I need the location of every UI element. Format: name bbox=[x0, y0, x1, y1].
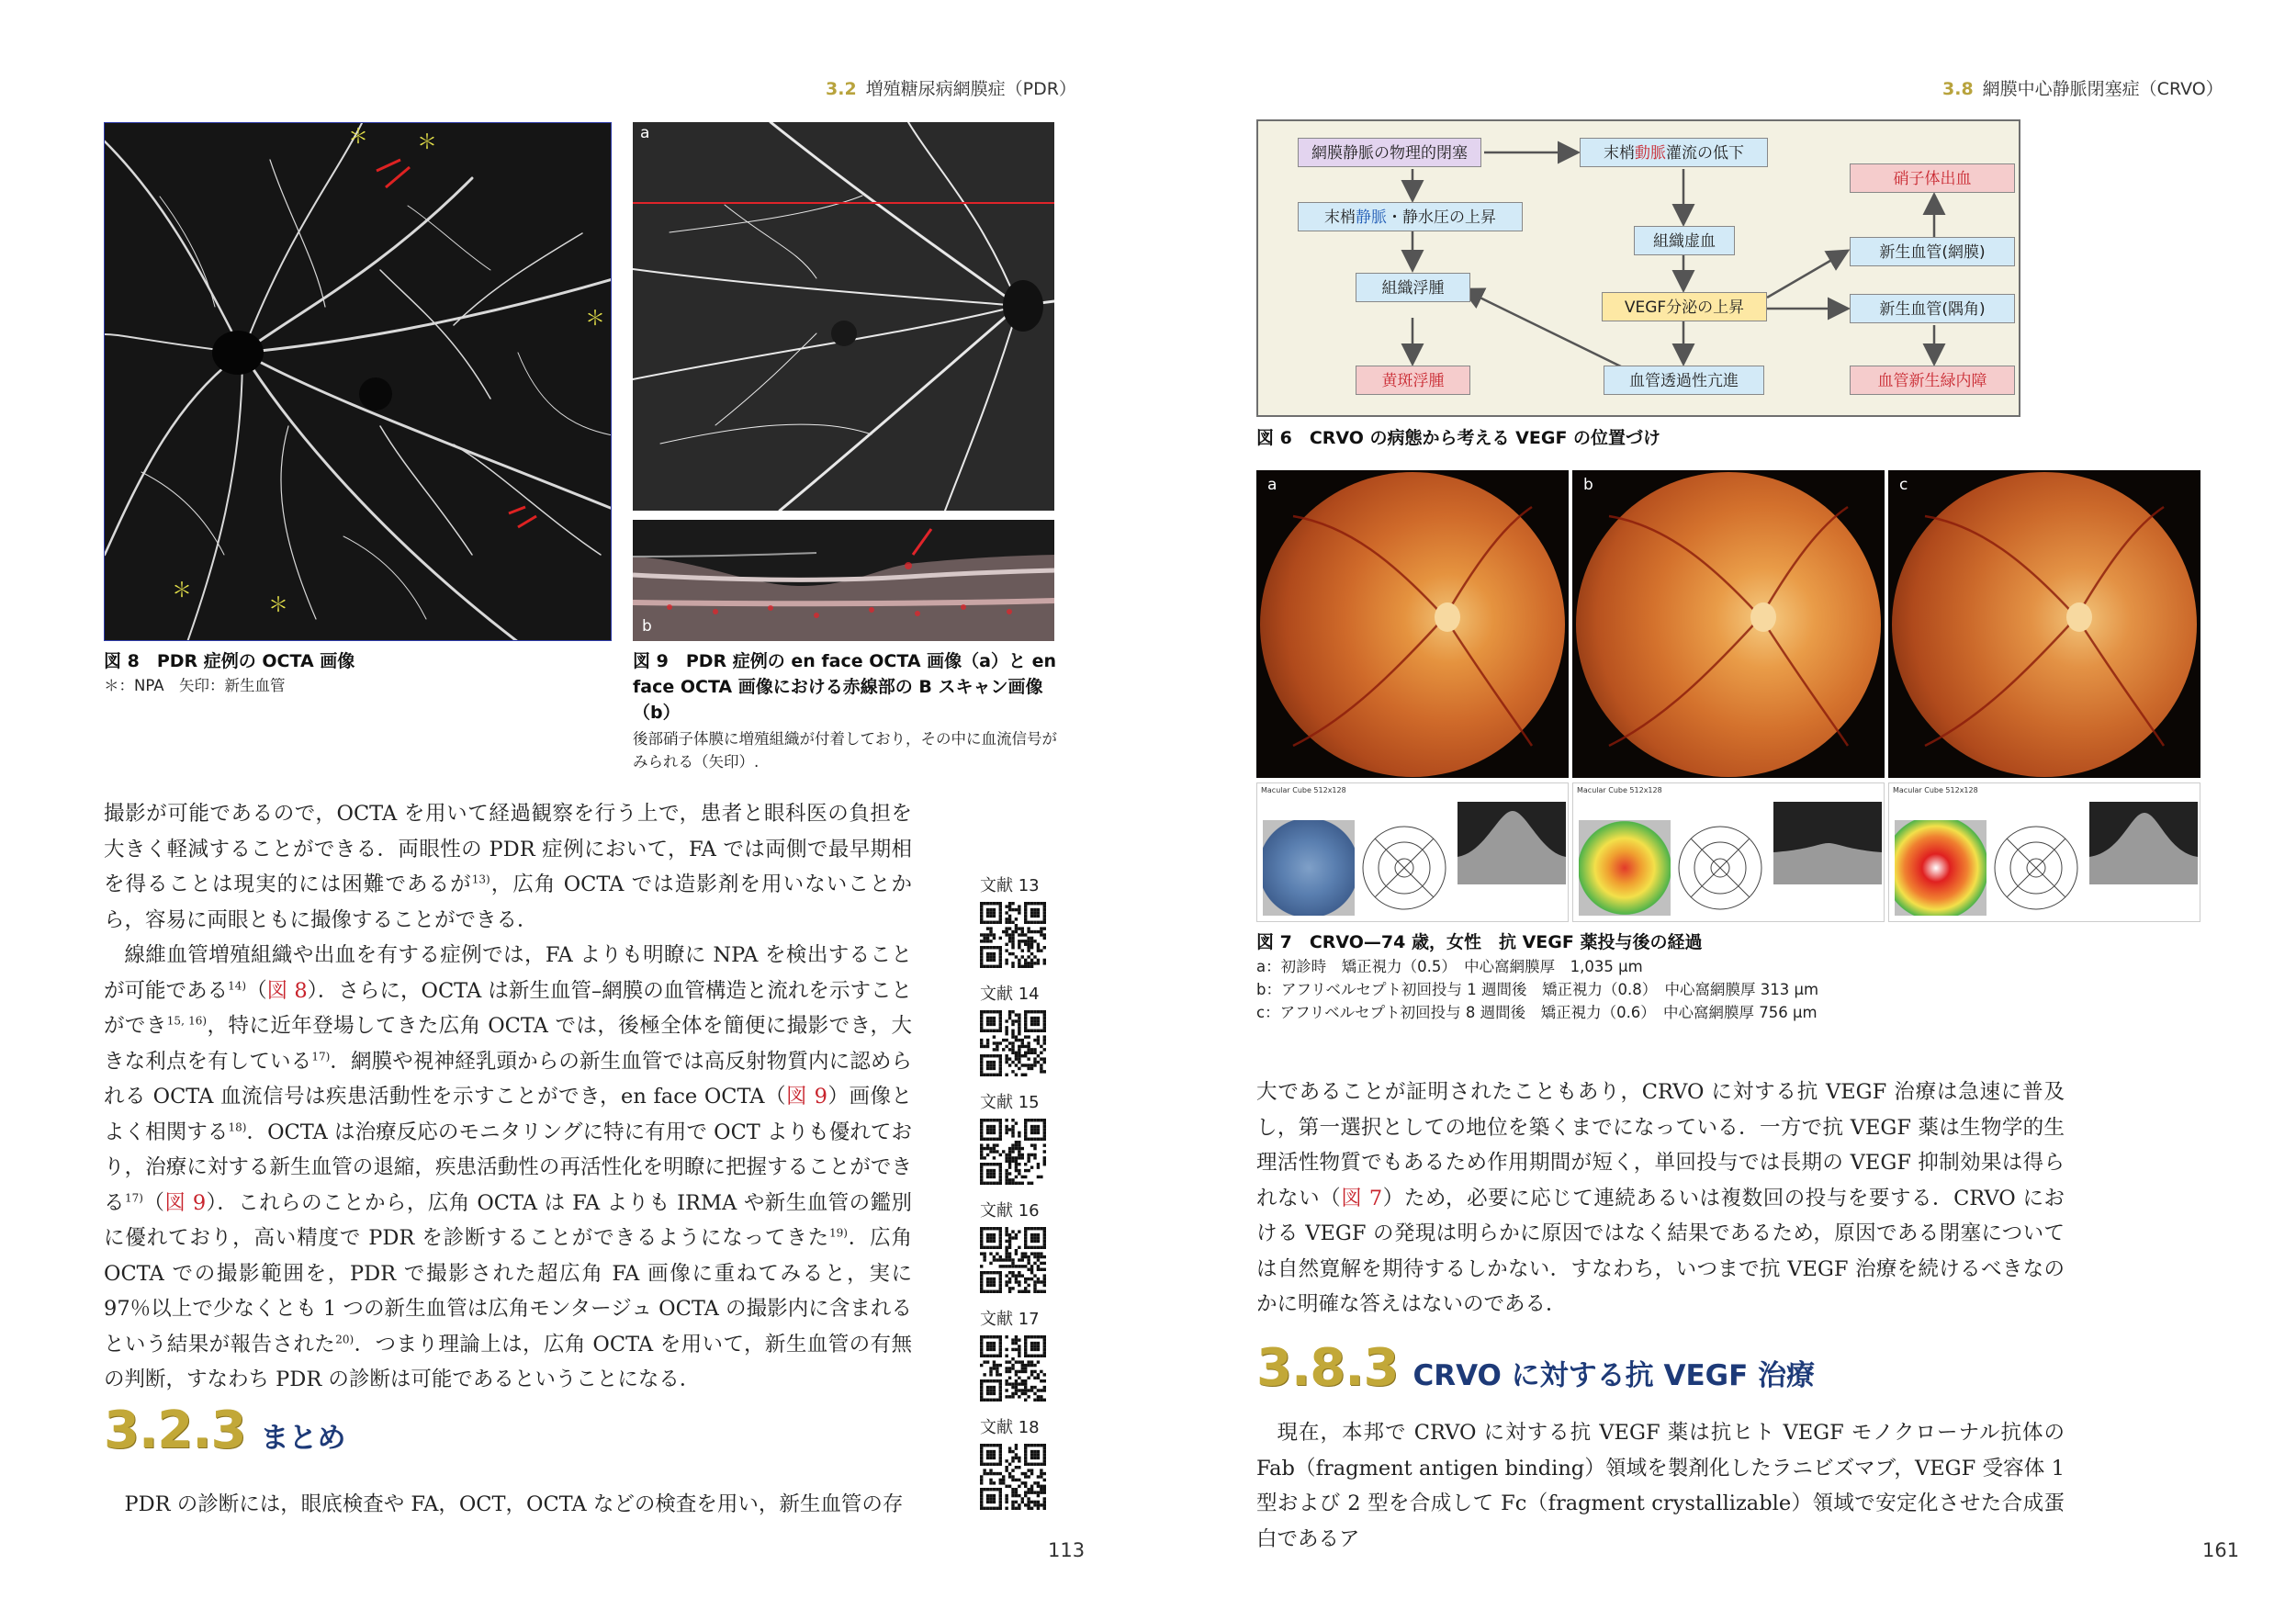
figure9-caption bbox=[633, 648, 1057, 773]
report-b-bscan bbox=[1773, 802, 1882, 884]
report-b-etdrs-grid bbox=[1674, 822, 1766, 914]
report-b-bscan-curve bbox=[1773, 802, 1882, 884]
figure7a-fundus-photo bbox=[1256, 470, 1569, 778]
box-arterial-text-2: 動脈 bbox=[1635, 144, 1666, 163]
left-section-number: 3.2.3 bbox=[104, 1401, 246, 1460]
figure9a-en-face-image bbox=[633, 122, 1054, 511]
npa-marker: ＊ bbox=[172, 580, 193, 602]
left-paragraph-2: 線維血管増殖組織や出血を有する症例では，FA よりも明瞭に NPA を検出することが可能である$^{14)}$（図 8）．さらに，OCTA は新生血管–網膜の血管構造と流れを示すことができ$^{15, 16)}$，特に近年登場してきた広角 OCTA では，後極全体を簡便に撮影でき，大きな利点を有している$^{17)}$．網膜や視神経乳頭からの新生血管では高反射物質内に認められる OCTA 血流信号は疾患活動性を示すことができ，en face OCTA（図 9）画像とよく相関する$^{18)}$．OCTA は治療反応のモニタリングに特に有用で OCT よりも優れており，治療に対する新生血管の退縮，疾患活動性の再活性化を明瞭に把握することができる$^{17)}$（図 9）．これらのことから，広角 OCTA は FA よりも IRMA や新生血管の鑑別に優れており，高い精度で PDR を診断することができるようになってきた$^{19)}$．広角 OCTA での撮影範囲を，PDR で撮影された超広角 FA 画像に重ねてみると，実に 97％以上で少なくとも 1 つの新生血管は広角モンタージュ OCTA の撮影内に含まれるという結果が報告された$^{20)}$．つまり理論上は，広角 OCTA を用いて，新生血管の有無の判断，すなわち PDR の診断は可能であるということになる． bbox=[104, 943, 912, 1391]
figure7-line-a: a：初診時 矯正視力（0.5） 中心窩網膜厚 1,035 μm bbox=[1256, 958, 1643, 975]
box-macular-edema: 黄斑浮腫 bbox=[1356, 366, 1470, 395]
reference-qr-item[interactable] bbox=[980, 1306, 1063, 1401]
figure8-note: ＊：NPA 矢印：新生血管 bbox=[104, 677, 286, 694]
figure-reference-link[interactable]: 図 9 bbox=[786, 1085, 827, 1109]
figure8-caption bbox=[104, 648, 609, 697]
figure7b-fundus-photo bbox=[1572, 470, 1885, 778]
right-paragraph-2: 現在，本邦で CRVO に対する抗 VEGF 薬は抗ヒト VEGF モノクローナル抗体の Fab（fragment antigen binding）領域を製剤化したラニビズマブ，VEGF 受容体 1 型および 2 型を合成して Fc（fragment crystallizable）領域で安定化させた合成蛋白であるア bbox=[1256, 1421, 2065, 1551]
left-header-section-title: 増殖糖尿病網膜症（PDR） bbox=[865, 79, 1076, 99]
report-a-etdrs-grid bbox=[1358, 822, 1450, 914]
figure9b-bscan-drawing bbox=[633, 520, 1054, 641]
box-arterial-text-3: 灌流の低下 bbox=[1666, 144, 1744, 163]
figure7-line-b: b：アフリベルセプト初回投与 1 週間後 矯正視力（0.8） 中心窩網膜厚 313 μm bbox=[1256, 981, 1819, 998]
report-a-bscan-curve bbox=[1458, 802, 1566, 884]
box-venous-text-2: 静脈 bbox=[1356, 208, 1387, 227]
right-header-section-number: 3.8 bbox=[1942, 79, 1974, 99]
left-body-text bbox=[104, 796, 912, 1398]
right-running-header bbox=[1942, 75, 2223, 100]
qr-code-icon[interactable] bbox=[980, 1227, 1046, 1293]
reference-label: 文献 16 bbox=[980, 1201, 1040, 1221]
reference-label: 文献 13 bbox=[980, 876, 1040, 895]
report-c-bscan-curve bbox=[2089, 802, 2198, 884]
right-body-text bbox=[1256, 1075, 2065, 1323]
qr-code-icon[interactable] bbox=[980, 1119, 1046, 1185]
qr-code-icon[interactable] bbox=[980, 902, 1046, 968]
report-a-bscan bbox=[1458, 802, 1566, 884]
box-vegf-secretion-increase: VEGF分泌の上昇 bbox=[1602, 292, 1767, 321]
box-arterial-perfusion-decrease bbox=[1580, 138, 1768, 167]
citation-superscript: 15, 16) bbox=[166, 1014, 208, 1028]
box-neovascularization-retina: 新生血管(網膜) bbox=[1850, 237, 2015, 266]
citation-superscript: 17) bbox=[311, 1050, 331, 1063]
figure9b-bscan-image bbox=[633, 520, 1054, 641]
figure6-flowchart bbox=[1256, 119, 2020, 417]
right-section-body bbox=[1256, 1415, 2065, 1557]
figure7-caption bbox=[1256, 929, 2083, 1024]
figure7-title: 図 7 CRVO—74 歳，女性 抗 VEGF 薬投与後の経過 bbox=[1256, 932, 1703, 952]
citation-superscript: 17) bbox=[124, 1191, 143, 1204]
box-vascular-permeability: 血管透過性亢進 bbox=[1604, 366, 1764, 395]
left-paragraph-1: 撮影が可能であるので，OCTA を用いて経過観察を行う上で，患者と眼科医の負担を大きく軽減することができる．両眼性の PDR 症例において，FA では両側で最早期相を得ることは現実的には困難であるが$^{13)}$，広角 OCTA では造影剤を用いないことから，容易に両眼ともに撮像することができる． bbox=[104, 802, 912, 932]
figure9a-label: a bbox=[640, 124, 650, 142]
reference-label: 文献 17 bbox=[980, 1310, 1040, 1329]
reference-qr-item[interactable] bbox=[980, 1414, 1063, 1510]
figure7c-fundus-photo bbox=[1888, 470, 2200, 778]
left-running-header bbox=[826, 75, 1076, 100]
fundus-a-vessels bbox=[1256, 470, 1569, 778]
figure8-title: 図 8 PDR 症例の OCTA 画像 bbox=[104, 651, 355, 671]
box-neovascular-glaucoma: 血管新生緑内障 bbox=[1850, 366, 2015, 395]
reference-label: 文献 15 bbox=[980, 1093, 1040, 1112]
npa-marker: ＊ bbox=[585, 308, 606, 331]
left-summary-paragraph: PDR の診断には，眼底検査や FA，OCT，OCTA などの検査を用い，新生血管の存 bbox=[124, 1492, 904, 1516]
right-section-title: CRVO に対する抗 VEGF 治療 bbox=[1412, 1359, 1816, 1392]
reference-qr-item[interactable] bbox=[980, 1089, 1063, 1185]
box-vitreous-hemorrhage: 硝子体出血 bbox=[1850, 163, 2015, 193]
report-header-c: Macular Cube 512x128 bbox=[1893, 786, 1978, 794]
right-section-heading bbox=[1256, 1338, 1815, 1398]
right-section-number: 3.8.3 bbox=[1256, 1338, 1399, 1398]
figure7b-label: b bbox=[1583, 476, 1593, 494]
reference-qr-item[interactable] bbox=[980, 981, 1063, 1076]
reference-qr-item[interactable] bbox=[980, 1198, 1063, 1293]
reference-label: 文献 18 bbox=[980, 1418, 1040, 1437]
fundus-b-vessels bbox=[1572, 470, 1885, 778]
figure6-title: 図 6 CRVO の病態から考える VEGF の位置づけ bbox=[1256, 428, 1661, 448]
figure8-vessel-drawing bbox=[105, 123, 612, 641]
box-tissue-ischemia: 組織虚血 bbox=[1634, 226, 1735, 255]
reference-qr-item[interactable] bbox=[980, 872, 1063, 968]
reference-label: 文献 14 bbox=[980, 985, 1040, 1004]
npa-marker: ＊ bbox=[348, 126, 369, 149]
figure9b-label: b bbox=[642, 617, 652, 636]
figure7c-oct-report bbox=[1888, 782, 2200, 922]
fundus-c-vessels bbox=[1888, 470, 2200, 778]
left-summary-text bbox=[104, 1487, 912, 1523]
npa-marker: ＊ bbox=[417, 131, 438, 154]
citation-superscript: 18) bbox=[228, 1120, 247, 1133]
figure-reference-link[interactable]: 図 8 bbox=[266, 978, 308, 1003]
figure7-line-c: c：アフリベルセプト初回投与 8 週間後 矯正視力（0.6） 中心窩網膜厚 756 μm bbox=[1256, 1004, 1818, 1021]
qr-code-icon[interactable] bbox=[980, 1010, 1046, 1076]
right-page-number: 161 bbox=[2202, 1539, 2240, 1561]
box-tissue-edema: 組織浮腫 bbox=[1356, 273, 1470, 302]
left-page-number: 113 bbox=[1048, 1539, 1086, 1561]
figure7c-label: c bbox=[1899, 476, 1908, 494]
report-c-bscan bbox=[2089, 802, 2198, 884]
report-a-thickness-map bbox=[1263, 820, 1355, 916]
figure8-octa-image bbox=[104, 122, 612, 641]
npa-marker: ＊ bbox=[268, 594, 289, 617]
citation-superscript: 14) bbox=[228, 979, 247, 992]
box-venous-text-3: ・静水圧の上昇 bbox=[1387, 208, 1496, 227]
left-section-heading bbox=[104, 1401, 345, 1460]
report-header-b: Macular Cube 512x128 bbox=[1577, 786, 1662, 794]
qr-code-icon[interactable] bbox=[980, 1335, 1046, 1401]
box-venous-pressure-increase bbox=[1298, 202, 1523, 231]
citation-superscript: 13) bbox=[471, 872, 490, 886]
citation-superscript: 19) bbox=[828, 1226, 848, 1240]
report-header-a: Macular Cube 512x128 bbox=[1261, 786, 1346, 794]
box-venous-text-1: 末梢 bbox=[1324, 208, 1356, 227]
report-c-thickness-map bbox=[1895, 820, 1986, 916]
right-header-section-title: 網膜中心静脈閉塞症（CRVO） bbox=[1982, 79, 2223, 99]
figure-reference-link[interactable]: 図 7 bbox=[1341, 1186, 1383, 1210]
figure9-title: 図 9 PDR 症例の en face OCTA 画像（a）と en face OCTA 画像における赤線部の B スキャン画像（b） bbox=[633, 651, 1057, 723]
qr-code-icon[interactable] bbox=[980, 1444, 1046, 1510]
report-b-thickness-map bbox=[1579, 820, 1671, 916]
figure7a-label: a bbox=[1267, 476, 1277, 494]
figure9-note: 後部硝子体膜に増殖組織が付着しており，その中に血流信号がみられる（矢印）. bbox=[633, 730, 1057, 771]
box-neovascularization-angle: 新生血管(隅角) bbox=[1850, 294, 2015, 323]
box-venous-occlusion: 網膜静脈の物理的閉塞 bbox=[1298, 138, 1481, 167]
figure-reference-link[interactable]: 図 9 bbox=[164, 1190, 207, 1215]
box-arterial-text-1: 末梢 bbox=[1604, 144, 1635, 163]
figure9a-vessel-drawing bbox=[633, 122, 1054, 511]
citation-superscript: 20) bbox=[335, 1333, 355, 1345]
figure7a-oct-report bbox=[1256, 782, 1569, 922]
figure7b-oct-report bbox=[1572, 782, 1885, 922]
right-paragraph-1: 大であることが証明されたこともあり，CRVO に対する抗 VEGF 治療は急速に普及し，第一選択としての地位を築くまでになっている．一方で抗 VEGF 薬は生物学的生理活性物質でもあるため作用期間が短く，単回投与では長期の VEGF 抑制効果は得られない（図 7）ため，必要に応じて連続あるいは複数回の投与を要する．CRVO における VEGF の発現は明らかに原因ではなく結果であるため，原因である閉塞については自然寛解を期待するしかない．すなわち，いつまで抗 VEGF 治療を続けるべきなのかに明確な答えはないのである． bbox=[1256, 1080, 2065, 1316]
left-header-section-number: 3.2 bbox=[826, 79, 857, 99]
left-section-title: まとめ bbox=[260, 1422, 346, 1455]
report-c-etdrs-grid bbox=[1990, 822, 2082, 914]
